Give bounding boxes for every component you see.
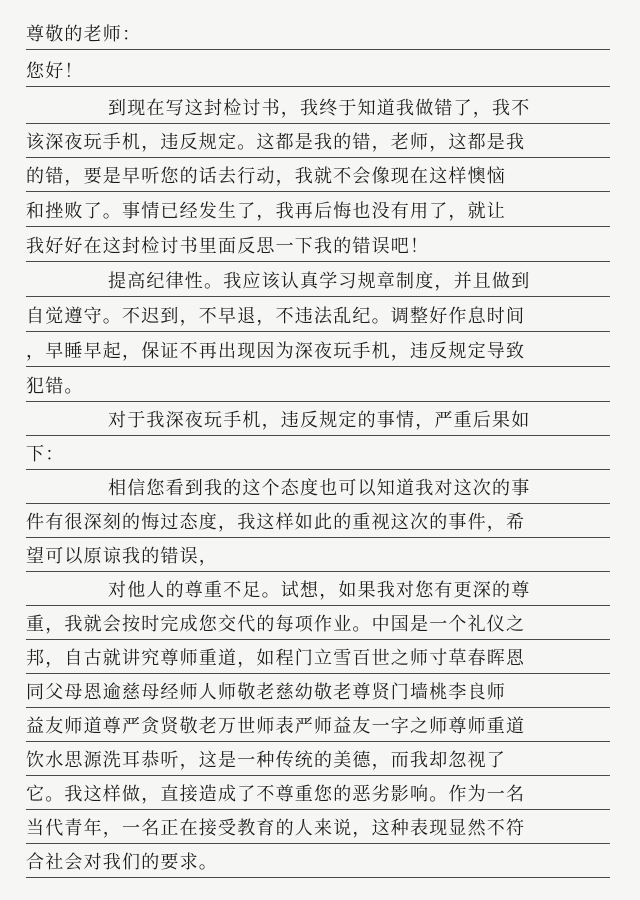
paragraph-line: 件有很深刻的悔过态度，我这样如此的重视这次的事件，希 — [26, 512, 526, 533]
ruled-line — [0, 187, 640, 227]
ruled-line — [0, 838, 640, 878]
ruled-line — [0, 10, 640, 50]
paragraph-line: 邦，自古就讲究尊师重道，如程门立雪百世之师寸草春晖恩 — [26, 648, 526, 669]
paragraph-line: 自觉遵守。不迟到，不早退，不违法乱纪。调整好作息时间 — [26, 306, 526, 327]
ruled-line — [0, 327, 640, 367]
paragraph-line: 益友师道尊严贪贤敬老万世师表严师益友一字之师尊师重道 — [26, 716, 526, 737]
paragraph-line: 合社会对我们的要求。 — [26, 852, 218, 873]
paragraph-line: 提高纪律性。我应该认真学习规章制度，并且做到 — [108, 271, 531, 292]
paragraph-line: 我好好在这封检讨书里面反思一下我的错误吧！ — [26, 236, 430, 257]
paragraph-line: 望可以原谅我的错误， — [26, 546, 218, 567]
paragraph-line: 重，我就会按时完成您交代的每项作业。中国是一个礼仪之 — [26, 614, 526, 635]
greeting: 您好！ — [26, 61, 84, 82]
paragraph-line: 对他人的尊重不足。试想，如果我对您有更深的尊 — [108, 580, 531, 601]
paragraph-line: 该深夜玩手机，违反规定。这都是我的错，老师，这都是我 — [26, 132, 526, 153]
paragraph-line: 下： — [26, 444, 65, 465]
paragraph-line: 饮水思源洗耳恭听，这是一种传统的美德，而我却忽视了 — [26, 750, 506, 771]
paragraph-line: 犯错。 — [26, 376, 84, 397]
paragraph-line: 当代青年，一名正在接受教育的人来说，这种表现显然不符 — [26, 818, 526, 839]
salutation: 尊敬的老师： — [26, 24, 142, 45]
paragraph-line: 和挫败了。事情已经发生了，我再后悔也没有用了，就让 — [26, 201, 506, 222]
paragraph-line: 对于我深夜玩手机，违反规定的事情，严重后果如 — [108, 410, 531, 431]
paragraph-line: 相信您看到我的这个态度也可以知道我对这次的事 — [108, 478, 531, 499]
ruled-line — [0, 47, 640, 87]
paragraph-line: 到现在写这封检讨书，我终于知道我做错了，我不 — [108, 98, 531, 119]
ruled-line — [0, 222, 640, 262]
ruled-line — [0, 257, 640, 297]
line-rule — [26, 877, 610, 878]
ruled-line — [0, 152, 640, 192]
paragraph-line: 的错，要是早听您的话去行动，我就不会像现在这样懊恼 — [26, 166, 506, 187]
paragraph-line: 同父母恩逾慈母经师人师敬老慈幼敬老尊贤门墙桃李良师 — [26, 682, 506, 703]
paragraph-line: ，早睡早起，保证不再出现因为深夜玩手机，违反规定导致 — [26, 341, 526, 362]
ruled-line — [0, 292, 640, 332]
paragraph-line: 它。我这样做，直接造成了不尊重您的恶劣影响。作为一名 — [26, 784, 526, 805]
